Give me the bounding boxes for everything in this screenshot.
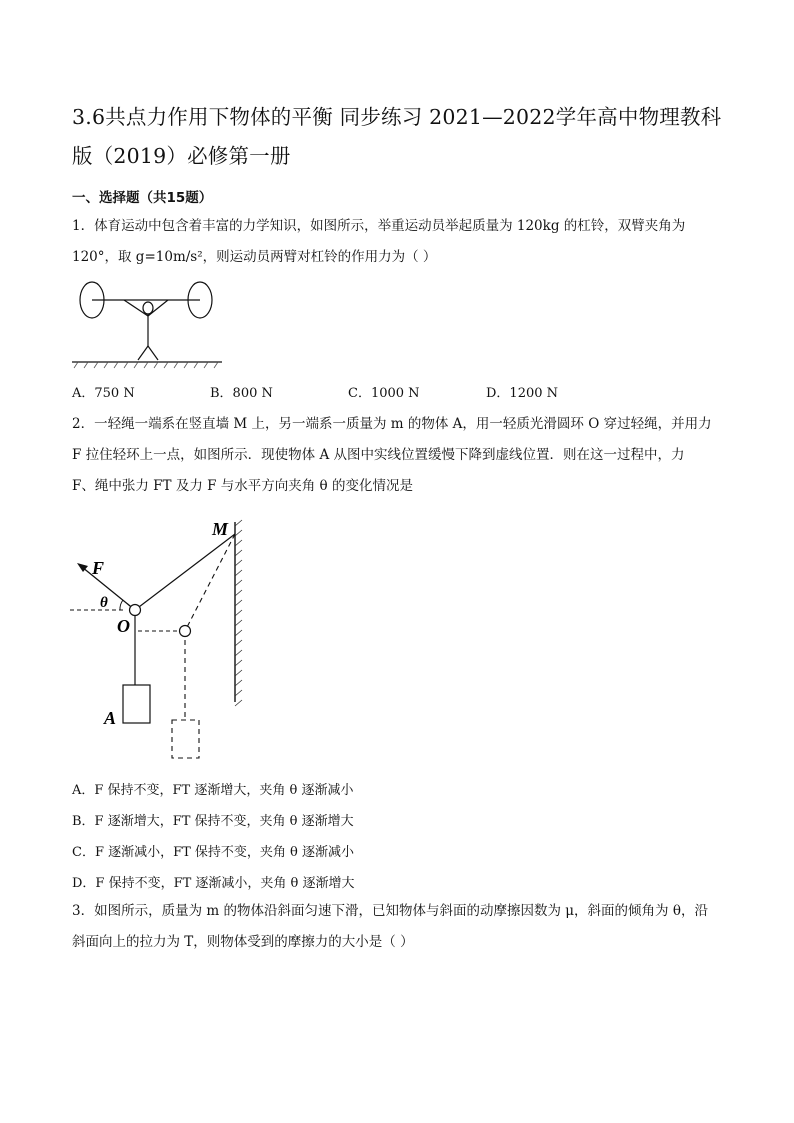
ground-hatching <box>74 362 218 368</box>
label-a: A <box>104 708 117 728</box>
block-a-solid <box>123 685 150 723</box>
wall-hatching <box>235 520 242 706</box>
label-m: M <box>212 519 229 539</box>
option-b[interactable]: B．800 N <box>210 386 273 401</box>
ring-o-dashed <box>180 626 191 637</box>
question-3-line-2: 斜面向上的拉力为 T，则物体受到的摩擦力的大小是（ ） <box>72 934 414 950</box>
weightlifter-figure <box>72 278 222 370</box>
question-2-text <box>72 409 732 502</box>
label-f: F <box>92 558 105 578</box>
option-c[interactable]: C．1000 N <box>348 386 420 401</box>
rope-ring-wall-diagram <box>60 512 260 772</box>
question-1-text <box>72 211 732 273</box>
option-a[interactable]: A．750 N <box>72 386 135 401</box>
question-2-option-d[interactable]: D．F 保持不变，FT 逐渐减小，夹角 θ 逐渐增大 <box>72 876 355 891</box>
question-2-line-3: F、绳中张力 FT 及力 F 与水平方向夹角 θ 的变化情况是 <box>72 478 413 494</box>
document-title: 3.6共点力作用下物体的平衡 同步练习 2021—2022学年高中物理教科版（2019）必修第一册 <box>72 105 722 168</box>
question-3-text <box>72 896 732 958</box>
option-d[interactable]: D．1200 N <box>486 386 559 401</box>
rope-solid-upper <box>135 534 235 610</box>
question-2-line-2: F 拉住轻环上一点，如图所示．现使物体 A 从图中实线位置缓慢下降到虚线位置．则在这一过程中，力 <box>72 447 685 463</box>
theta-arc <box>120 600 123 610</box>
question-2-option-a[interactable]: A．F 保持不变，FT 逐渐增大，夹角 θ 逐渐减小 <box>72 783 354 798</box>
question-3-line-1: 3．如图所示，质量为 m 的物体沿斜面匀速下滑，已知物体与斜面的动摩擦因数为 μ，斜面的倾角为 θ，沿 <box>72 903 708 919</box>
question-1-options <box>72 382 732 402</box>
block-a-dashed <box>172 720 199 758</box>
force-f-line <box>82 567 135 610</box>
label-o: O <box>117 616 130 636</box>
question-2-option-b[interactable]: B．F 逐渐增大，FT 保持不变，夹角 θ 逐渐增大 <box>72 814 354 829</box>
section-heading: 一、选择题（共15题） <box>72 190 213 206</box>
left-leg <box>138 346 148 360</box>
rope-dashed-upper <box>185 534 235 631</box>
question-2-line-1: 2．一轻绳一端系在竖直墙 M 上，另一端系一质量为 m 的物体 A，用一轻质光滑圆环 O 穿过轻绳，并用力 <box>72 416 712 432</box>
question-1-line-1: 1．体育运动中包含着丰富的力学知识，如图所示，举重运动员举起质量为 120kg 的杠铃，双臂夹角为 <box>72 218 686 234</box>
question-1-line-2: 120°，取 g=10m/s²，则运动员两臂对杠铃的作用力为（ ） <box>72 249 437 265</box>
right-leg <box>148 346 158 360</box>
label-theta: θ <box>100 595 108 611</box>
ring-o-solid <box>130 605 141 616</box>
lifter-head <box>143 302 153 314</box>
question-2-option-c[interactable]: C．F 逐渐减小，FT 保持不变，夹角 θ 逐渐减小 <box>72 845 355 860</box>
